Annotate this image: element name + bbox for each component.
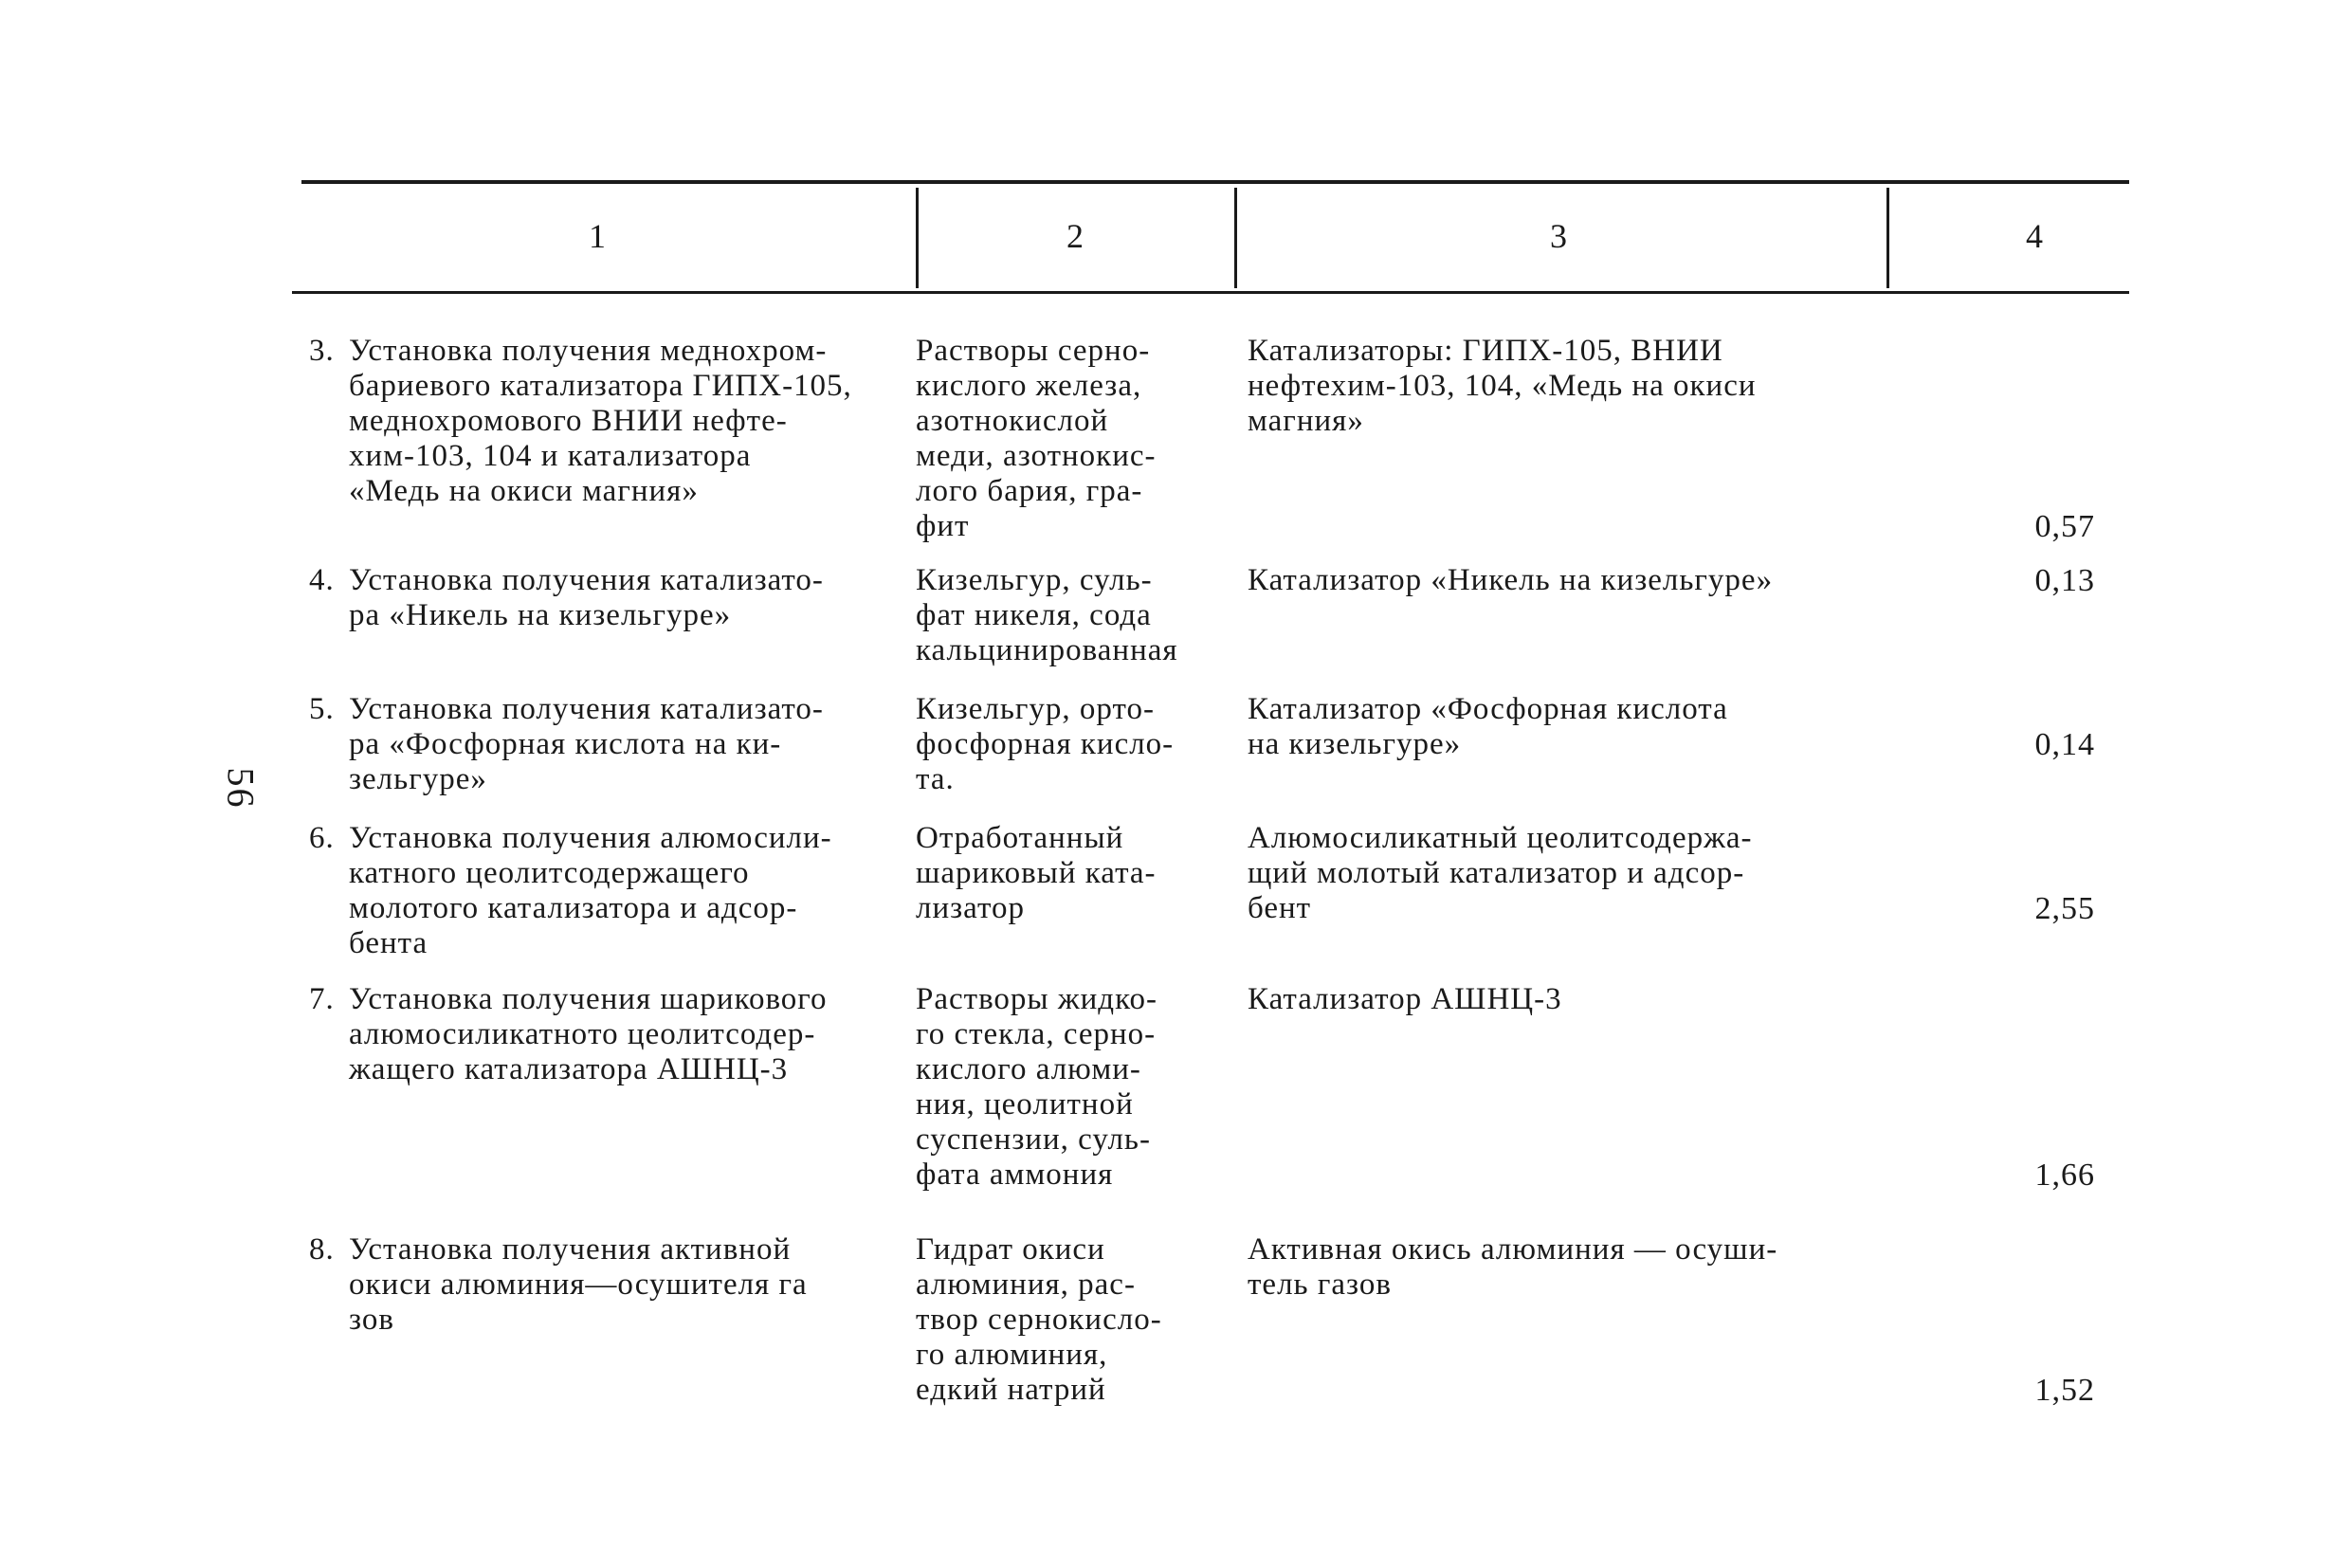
raw-material-cell <box>916 692 1221 797</box>
value-cell: 0,13 <box>2034 563 2095 598</box>
installation-cell-line: меднохромового ВНИИ нефте- <box>349 404 788 438</box>
installation-cell-line <box>309 563 916 598</box>
raw-material-cell-line: фосфорная кисло- <box>916 727 1175 761</box>
column-divider <box>916 188 919 288</box>
installation-cell-line: бента <box>349 926 428 960</box>
product-cell <box>1248 692 1892 762</box>
raw-material-cell <box>916 563 1221 668</box>
raw-material-cell-line: фит <box>916 509 970 543</box>
raw-material-cell <box>916 982 1221 1193</box>
table-header-rule <box>292 291 2129 294</box>
value-cell: 0,57 <box>2034 509 2095 544</box>
column-header-4: 4 <box>2026 217 2043 255</box>
column-divider <box>1234 188 1237 288</box>
column-header-1: 1 <box>589 217 606 255</box>
row-number: 4. <box>309 563 335 597</box>
product-cell-line: бент <box>1248 891 1312 925</box>
raw-material-cell-line: Растворы серно- <box>916 334 1151 368</box>
value-cell: 1,52 <box>2034 1373 2095 1408</box>
raw-material-cell-line: та. <box>916 762 955 796</box>
product-cell <box>1248 982 1892 1017</box>
raw-material-cell-line: Кизельгур, суль- <box>916 563 1153 597</box>
raw-material-cell-line: лого бария, гра- <box>916 474 1143 508</box>
installation-cell <box>309 1232 916 1338</box>
installation-cell-text: Установка получения катализато- <box>349 563 824 597</box>
raw-material-cell-line: алюминия, рас- <box>916 1267 1136 1302</box>
installation-cell <box>309 982 916 1087</box>
column-header-2: 2 <box>1066 217 1084 255</box>
installation-cell-line: бариевого катализатора ГИПХ-105, <box>349 369 852 403</box>
row-number: 3. <box>309 334 335 368</box>
raw-material-cell-line: кислого алюми- <box>916 1052 1141 1086</box>
product-cell-line: нефтехим-103, 104, «Медь на окиси <box>1248 369 1757 403</box>
raw-material-cell-line: азотнокислой <box>916 404 1109 438</box>
installation-cell-line: зов <box>349 1303 394 1337</box>
product-cell-line: Активная окись алюминия — осуши- <box>1248 1232 1778 1267</box>
raw-material-cell <box>916 821 1221 926</box>
raw-material-cell-line: Гидрат окиси <box>916 1232 1105 1267</box>
product-cell <box>1248 563 1892 598</box>
page-number: 56 <box>219 767 263 810</box>
raw-material-cell-line: Кизельгур, орто- <box>916 692 1155 726</box>
installation-cell-text: Установка получения алюмосили- <box>349 821 832 855</box>
installation-cell-line: алюмосиликатнoто цеолитсодер- <box>349 1017 816 1051</box>
value-cell: 1,66 <box>2034 1158 2095 1193</box>
value-cell: 0,14 <box>2034 727 2095 762</box>
column-header-3: 3 <box>1550 217 1567 255</box>
raw-material-cell-line: кислого железа, <box>916 369 1142 403</box>
row-number: 5. <box>309 692 335 726</box>
product-cell <box>1248 334 1892 439</box>
product-cell <box>1248 821 1892 926</box>
raw-material-cell-line: шариковый ката- <box>916 856 1157 890</box>
installation-cell-line: молотого катализатора и адсор- <box>349 891 798 925</box>
installation-cell-line <box>309 982 916 1017</box>
installation-cell-line: ра «Никель на кизельгуре» <box>349 598 732 632</box>
raw-material-cell-line: твор сернокисло- <box>916 1303 1162 1337</box>
raw-material-cell-line: едкий натрий <box>916 1373 1106 1407</box>
product-cell-line: магния» <box>1248 404 1364 438</box>
raw-material-cell-line: фата аммония <box>916 1158 1114 1192</box>
installation-cell-text: Установка получения меднохром- <box>349 334 828 368</box>
column-divider <box>1886 188 1889 288</box>
installation-cell-line: жащего катализатора АШНЦ-3 <box>349 1052 789 1086</box>
product-cell-line: Катализатор «Фосфорная кислота <box>1248 692 1728 726</box>
raw-material-cell-line: ния, цеолитной <box>916 1087 1134 1121</box>
installation-cell-line: «Медь на окиси магния» <box>349 474 699 508</box>
installation-cell-line: катного цеолитсодержащего <box>349 856 750 890</box>
raw-material-cell-line: суспензии, суль- <box>916 1122 1151 1157</box>
product-cell-line: Катализаторы: ГИПХ-105, ВНИИ <box>1248 334 1723 368</box>
raw-material-cell <box>916 334 1221 544</box>
raw-material-cell-line: лизатор <box>916 891 1025 925</box>
raw-material-cell-line: меди, азотнокис- <box>916 439 1157 473</box>
raw-material-cell-line: го стекла, серно- <box>916 1017 1157 1051</box>
installation-cell <box>309 334 916 509</box>
raw-material-cell-line: го алюминия, <box>916 1338 1108 1372</box>
installation-cell <box>309 563 916 633</box>
product-cell-line: на кизельгуре» <box>1248 727 1462 761</box>
product-cell-line: тель газов <box>1248 1267 1392 1302</box>
installation-cell-line: ра «Фосфорная кислота на ки- <box>349 727 782 761</box>
raw-material-cell-line: Растворы жидко- <box>916 982 1157 1016</box>
raw-material-cell-line: кальцинированная <box>916 633 1178 667</box>
row-number: 7. <box>309 982 335 1016</box>
installation-cell-line <box>309 334 916 369</box>
product-cell-line: Алюмосиликатный цеолитсодержа- <box>1248 821 1753 855</box>
installation-cell-line: хим-103, 104 и катализатора <box>349 439 752 473</box>
installation-cell-line: зельгуре» <box>349 762 487 796</box>
row-number: 6. <box>309 821 335 855</box>
installation-cell <box>309 692 916 797</box>
value-cell: 2,55 <box>2034 891 2095 926</box>
raw-material-cell-line: Отработанный <box>916 821 1124 855</box>
product-cell-line: Катализатор «Никель на кизельгуре» <box>1248 563 1774 597</box>
installation-cell-line: окиси алюминия—осушителя га <box>349 1267 808 1302</box>
installation-cell <box>309 821 916 961</box>
installation-cell-text: Установка получения активной <box>349 1232 792 1267</box>
product-cell <box>1248 1232 1892 1303</box>
product-cell-line: щий молотый катализатор и адсор- <box>1248 856 1745 890</box>
installation-cell-line <box>309 821 916 856</box>
product-cell-line: Катализатор АШНЦ-3 <box>1248 982 1562 1016</box>
installation-cell-line <box>309 1232 916 1267</box>
installation-cell-text: Установка получения катализато- <box>349 692 824 726</box>
raw-material-cell <box>916 1232 1221 1408</box>
installation-cell-text: Установка получения шарикового <box>349 982 828 1016</box>
installation-cell-line <box>309 692 916 727</box>
row-number: 8. <box>309 1232 335 1267</box>
raw-material-cell-line: фат никеля, сода <box>916 598 1152 632</box>
table-top-rule <box>301 180 2129 184</box>
